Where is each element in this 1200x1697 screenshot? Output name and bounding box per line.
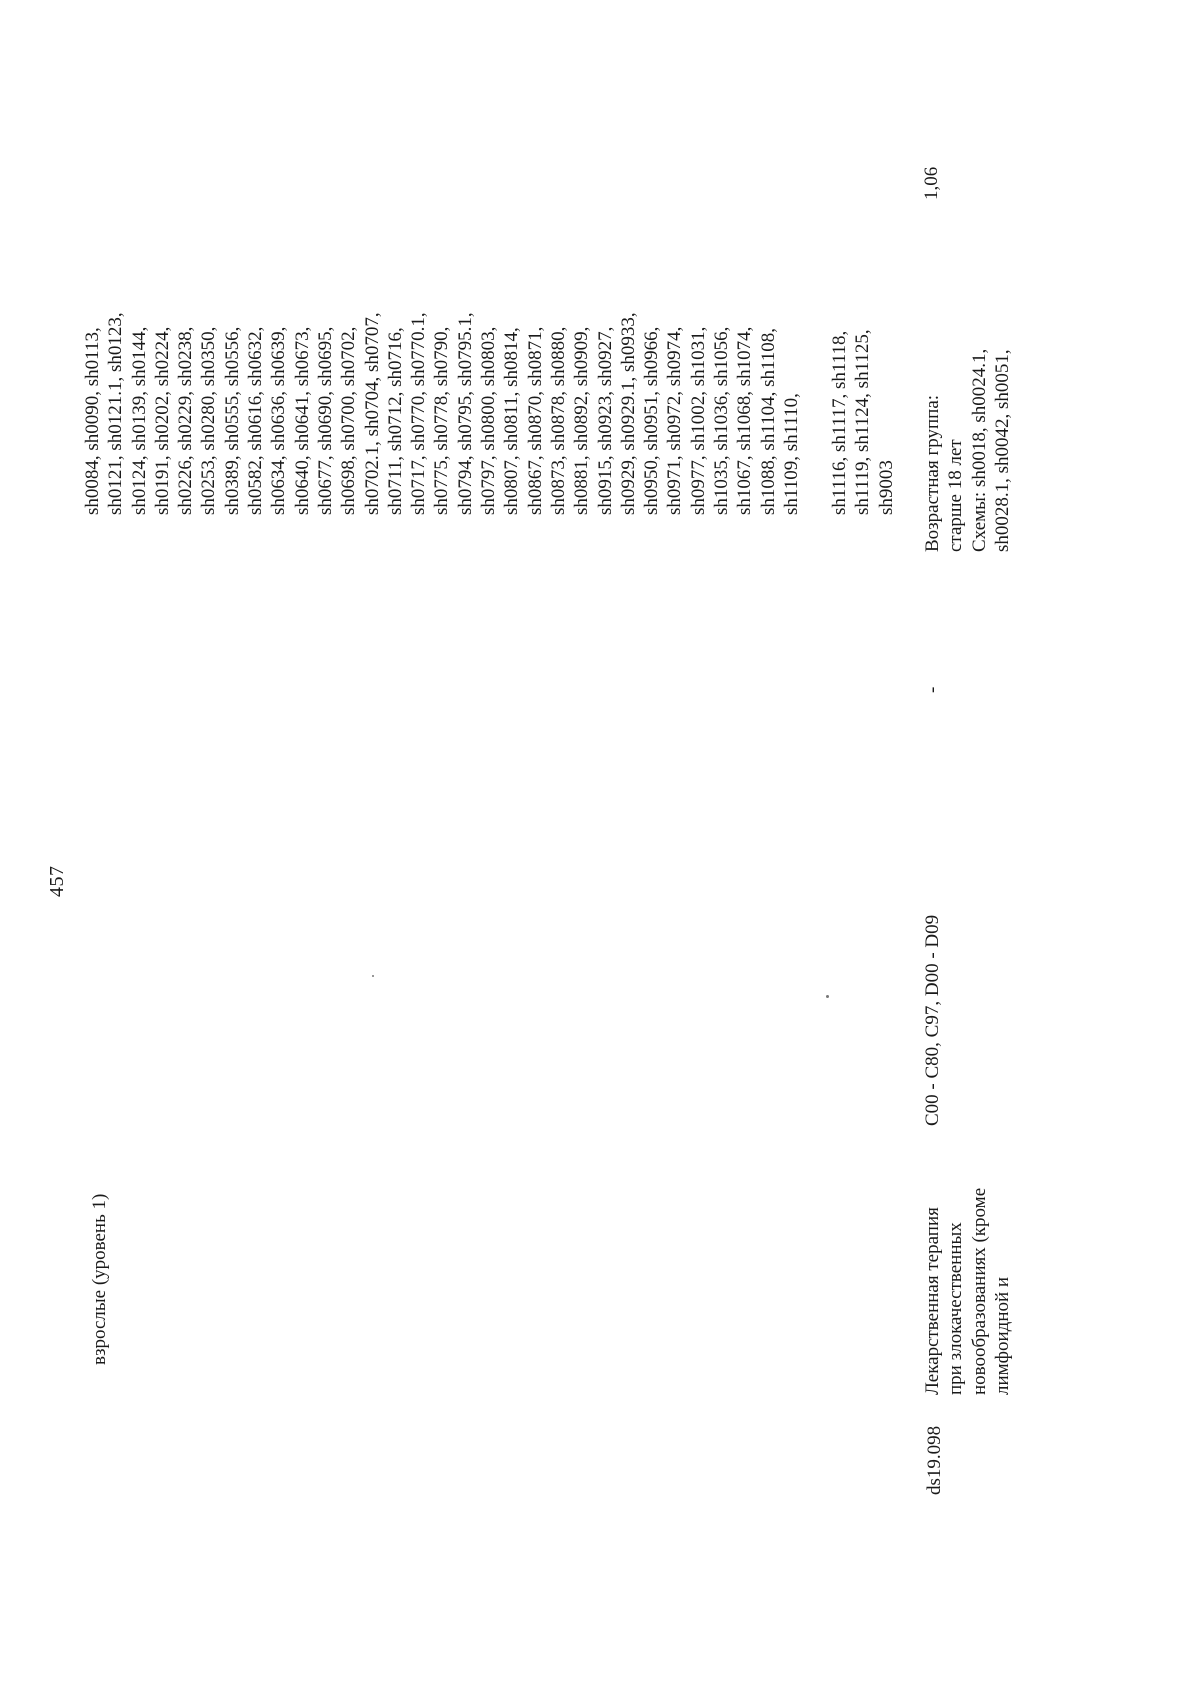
scheme-line: sh1109, sh1110,	[780, 393, 802, 515]
scheme-line: sh0711, sh0712, sh0716,	[384, 327, 406, 515]
scheme-line: sh0121, sh0121.1, sh0123,	[105, 312, 127, 515]
row-name-line: лимфоидной и	[991, 1276, 1013, 1395]
scheme-line: sh0124, sh0139, sh0144,	[128, 326, 150, 515]
scheme-line: sh0640, sh0641, sh0673,	[291, 326, 313, 515]
scheme-line: sh1035, sh1036, sh1056,	[711, 326, 733, 515]
scheme-line: sh0582, sh0616, sh0632,	[245, 326, 267, 515]
row-criteria	[921, 349, 1014, 552]
scheme-line: sh0634, sh0636, sh0639,	[268, 326, 290, 515]
scheme-line: sh1067, sh1068, sh1074,	[734, 326, 756, 515]
scheme-line: sh0389, sh0555, sh0556,	[221, 326, 243, 515]
scheme-line: sh0775, sh0778, sh0790,	[431, 326, 453, 515]
scheme-line: sh0977, sh1002, sh1031,	[687, 326, 709, 515]
scheme-line: sh0253, sh0280, sh0350,	[198, 326, 220, 515]
row-code: ds19.098	[924, 1425, 945, 1495]
criteria-line: Возрастная группа:	[922, 394, 943, 552]
scheme-line: sh1119, sh1124, sh1125,	[852, 329, 874, 515]
scheme-line: sh0971, sh0972, sh0974,	[664, 326, 686, 515]
row-name-line: при злокачественных	[945, 1222, 967, 1395]
scan-speck	[372, 975, 374, 977]
criteria-line: Схемы: sh0018, sh0024.1,	[968, 348, 990, 552]
scheme-line: sh0677, sh0690, sh0695,	[314, 326, 336, 515]
prev-row-name-tail: взрослые (уровень 1)	[89, 1193, 110, 1365]
scheme-line: sh0873, sh0878, sh0880,	[547, 326, 569, 515]
criteria-line: старше 18 лет	[945, 439, 967, 552]
scheme-line: sh0950, sh0951, sh0966,	[641, 326, 663, 515]
scheme-line: sh0807, sh0811, sh0814,	[501, 327, 523, 515]
scheme-line: sh0717, sh0770, sh0770.1,	[408, 312, 430, 515]
scheme-line: sh0915, sh0923, sh0927,	[594, 326, 616, 515]
scheme-line: sh0929, sh0929.1, sh0933,	[617, 312, 639, 515]
page-number: 457	[46, 865, 68, 897]
scheme-line: sh0702.1, sh0704, sh0707,	[361, 312, 383, 515]
scheme-line: sh0881, sh0892, sh0909,	[571, 326, 593, 515]
prev-row-coefficient: 1,06	[921, 166, 942, 200]
criteria-line: sh0028.1, sh0042, sh0051,	[991, 349, 1013, 552]
scheme-line: sh0191, sh0202, sh0224,	[151, 326, 173, 515]
prev-row-schemes-list-continued	[828, 329, 898, 515]
row-name	[921, 1188, 1014, 1395]
scheme-line: sh0698, sh0700, sh0702,	[338, 326, 360, 515]
row-name-line: Лекарственная терапия	[922, 1207, 943, 1395]
row-name-line: новообразованиях (кроме	[968, 1187, 990, 1395]
scheme-line: sh0084, sh0090, sh0113,	[82, 327, 103, 515]
scheme-line: sh0794, sh0795, sh0795.1,	[454, 312, 476, 515]
row-icd-codes: C00 - C80, C97, D00 - D09	[922, 914, 943, 1126]
row-operations: -	[922, 686, 943, 693]
scheme-line: sh1088, sh1104, sh1108,	[757, 327, 779, 515]
scheme-line: sh0867, sh0870, sh0871,	[524, 326, 546, 515]
scan-speck	[826, 995, 829, 998]
scheme-line: sh0797, sh0800, sh0803,	[478, 326, 500, 515]
scheme-line: sh1116, sh1117, sh1118,	[829, 330, 850, 515]
scheme-line: sh9003	[875, 460, 897, 515]
prev-row-schemes-list	[81, 312, 803, 515]
scheme-line: sh0226, sh0229, sh0238,	[175, 326, 197, 515]
